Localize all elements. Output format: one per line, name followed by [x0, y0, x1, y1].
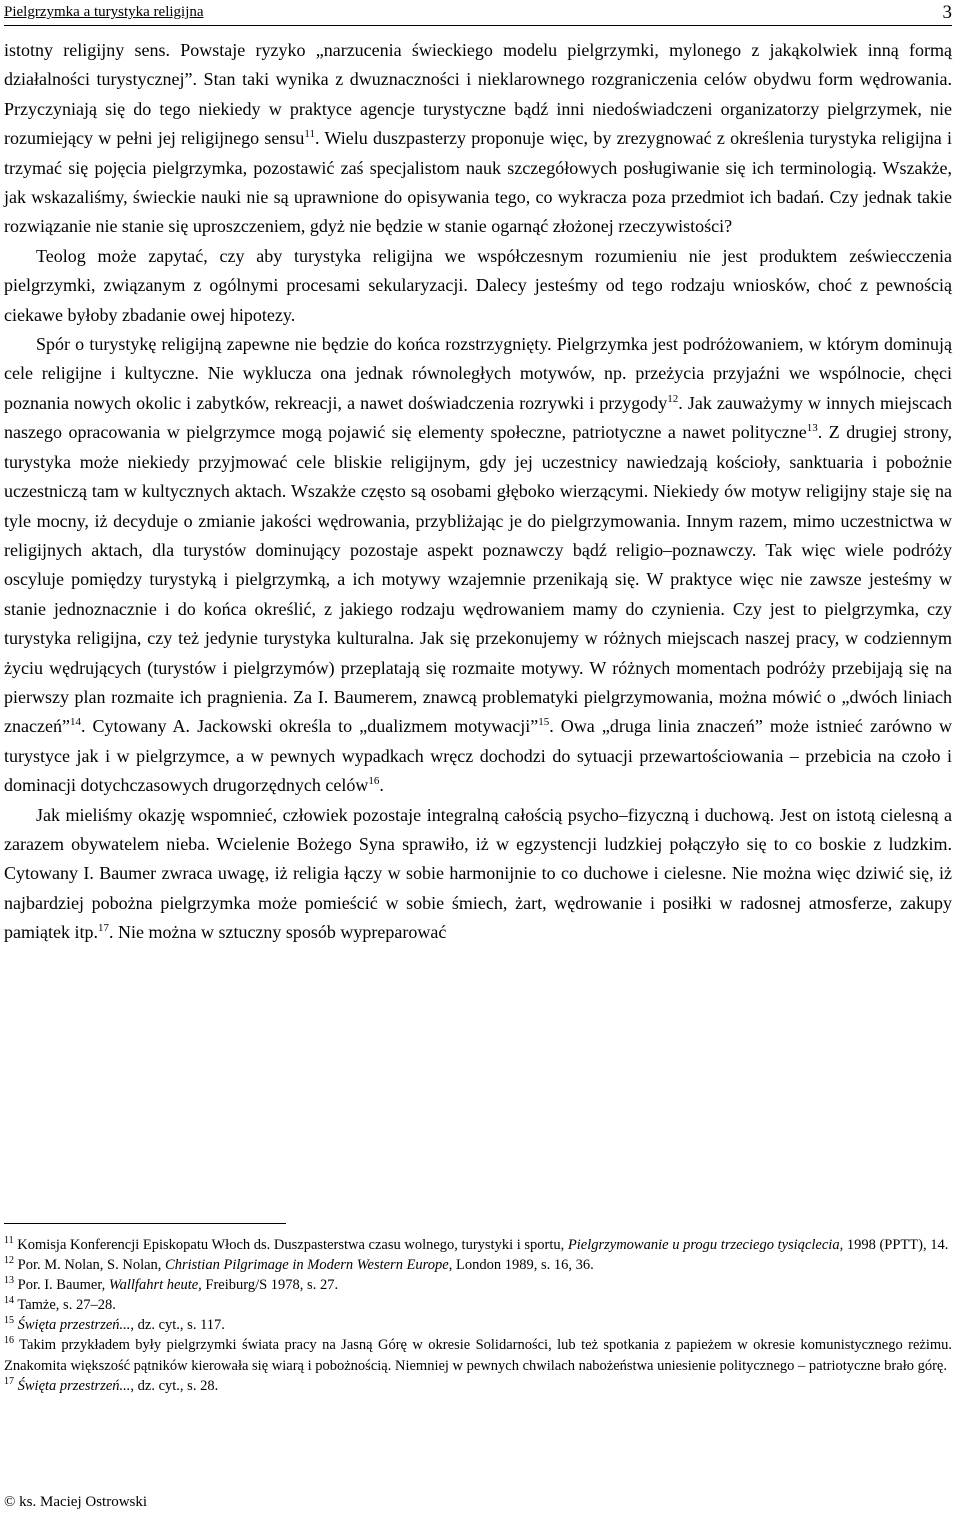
paragraph-text: Teolog może zapytać, czy aby turystyka religijna we współczesnym rozumieniu nie jest produktem zeświecczenia pielgrzymki, związanym z ogólnymi procesami sekularyzacji. Dalecy jesteśmy od tego rodzaju wniosków, choć z pewnością ciekawe byłoby zbadanie owej hipotezy.	[4, 245, 952, 325]
footnote-text: , dz. cyt., s. 117.	[130, 1317, 225, 1334]
body-paragraph	[4, 801, 952, 948]
footnote-italic-text: Święta przestrzeń...	[17, 1317, 131, 1334]
body-text	[4, 36, 952, 948]
page-number: 3	[942, 2, 952, 23]
footnote-ref: 13	[806, 422, 818, 435]
footnote-ref: 14	[69, 716, 81, 729]
footnote-ref: 15	[538, 716, 550, 729]
running-header	[4, 2, 952, 24]
footnote-17	[4, 1376, 952, 1396]
footnote-number: 17	[4, 1375, 14, 1387]
footnote-14	[4, 1295, 952, 1315]
footnote-number: 12	[4, 1255, 14, 1267]
footnote-text: Por. I. Baumer,	[17, 1277, 109, 1294]
paragraph-text: .	[379, 775, 384, 796]
footnote-11	[4, 1235, 952, 1255]
header-divider	[4, 25, 952, 26]
paragraph-text: Spór o turystykę religijną zapewne nie będzie do końca rozstrzygnięty. Pielgrzymka jest podróżowaniem, w którym dominują cele religijne i kultyczne. Nie wyklucza ona jednak równoległych motywów, np. przeżycia przyjaźni we wspólnocie, chęci poznania nowych okolic i zabytków, rekreacji, a nawet doświadczenia rozrywki i przygody	[4, 334, 952, 413]
footnote-text: Takim przykładem były pielgrzymki świata pracy na Jasną Górę w okresie Solidarności, lub też spotkania z papieżem w okresie komunistycznego reżimu. Znakomita większość pątników kierowała się wiarą i pobożnością. Niemniej w pewnych chwilach nabożeństwa uniesienie politycznego – patriotyczne brało górę.	[4, 1337, 952, 1374]
body-paragraph	[4, 330, 952, 801]
footnote-number: 13	[4, 1275, 14, 1287]
footnote-ref: 11	[304, 128, 315, 141]
paragraph-text: istotny religijny sens. Powstaje ryzyko „narzucenia świeckiego modelu pielgrzymki, mylonego z jakąkolwiek inną formą działalności turystycznej”. Stan taki wynika z dwuznaczności i nieklarownego rozgraniczenia celów obydwu form wędrowania. Przyczyniają się do tego niekiedy w praktyce agencje turystyczne bądź inni niedoświadczeni organizatorzy pielgrzymek, nie rozumiejący w pełni jej religijnego sensu	[4, 40, 952, 149]
footnote-text: , 1998 (PPTT), 14.	[839, 1237, 949, 1253]
footnote-text: Komisja Konferencji Episkopatu Włoch ds. Duszpasterstwa czasu wolnego, turystyki i sportu,	[17, 1237, 568, 1253]
footnote-italic-text: Święta przestrzeń...	[17, 1377, 131, 1394]
paragraph-text: . Jak zauważymy w innych miejscach naszego opracowania w pielgrzymce mogą pojawić się elementy społeczne, patriotyczne a nawet polityczne	[4, 392, 952, 443]
footnote-text: , dz. cyt., s. 28.	[130, 1377, 219, 1394]
footnote-text: Freiburg/S 1978, s. 27.	[201, 1277, 339, 1294]
running-title: Pielgrzymka a turystyka religijna	[4, 4, 204, 20]
paragraph-text: . Z drugiej strony, turystyka może niekiedy przyjmować cele bliskie religijnym, gdy jej uczestnicy nawiedzają kościoły, sanktuaria i pobożnie uczestniczą tam w kultycznych aktach. Wszakże często są osobami głęboko wierzącymi. Niekiedy ów motyw religijny staje się na tyle mocny, iż decyduje o zmianie jakości wędrowania, przybliżając je do pielgrzymowania. Innym razem, mimo uczestnictwa w religijnych aktach, dla turystów dominujący pozostaje aspekt poznawczy bądź religio–poznawczy. Tak więc wiele podróży oscyluje pomiędzy turystyką i pielgrzymką, a ich motywy wzajemnie przenikają się. W praktyce więc nie zawsze jesteśmy w stanie jednoznacznie i do końca określić, z jakiego rodzaju wędrowaniem mamy do czynienia. Czy jest to pielgrzymka, czy turystyka religijna, czy też jedynie turystyka kulturalna. Jak się przekonujemy w różnych miejscach naszej pracy, w codziennym życiu wędrujących (turystów i pielgrzymów) przeplatają się rozmaite motywy. W różnych momentach podróży przebijają się na pierwszy plan rozmaite ich pragnienia. Za I. Baumerem, znawcą problematyki pielgrzymowania, można mówić o „dwóch liniach znaczeń”	[4, 422, 952, 737]
footnotes	[4, 1235, 952, 1396]
footnote-ref: 17	[97, 922, 109, 935]
body-paragraph	[4, 242, 952, 330]
footnote-text: , London 1989, s. 16, 36.	[448, 1257, 594, 1274]
footnote-15	[4, 1315, 952, 1335]
footnote-12	[4, 1255, 952, 1275]
paragraph-text: Jak mieliśmy okazję wspomnieć, człowiek pozostaje integralną całością psycho–fizyczną i duchową. Jest on istotą cielesną a zarazem obywatelem nieba. Wcielenie Bożego Syna sprawiło, iż w egzystencji ludzkiej połączyło się to co boskie z ludzkim. Cytowany I. Baumer zwraca uwagę, iż religia łączy w sobie harmonijnie to co duchowe i cielesne. Nie można więc dziwić się, iż najbardziej pobożna pielgrzymka może pomieścić w sobie śmiech, żart, wędrowanie i posiłki w radosnej atmosferze, zakupy pamiątek itp.	[4, 804, 952, 943]
paragraph-text: . Cytowany A. Jackowski określa to „dualizmem motywacji”	[80, 716, 539, 737]
paragraph-text: . Owa „druga linia znaczeń” może istnieć zarówno w turystyce jak i w pielgrzymce, a w pewnych wypadkach wręcz dochodzi do sytuacji przewartościowania – przebicia na czoło i dominacji dotychczasowych drugorzędnych celów	[4, 716, 953, 796]
footnote-italic-text: Wallfahrt heute,	[108, 1277, 202, 1294]
footnote-number: 15	[4, 1315, 14, 1327]
footnote-ref: 16	[368, 775, 380, 788]
footnote-text: Tamże, s. 27–28.	[17, 1297, 116, 1314]
footnote-13	[4, 1275, 952, 1295]
footnote-italic-text: Pielgrzymowanie u progu trzeciego tysiąclecia	[567, 1237, 840, 1253]
footnote-ref: 12	[667, 392, 679, 405]
paragraph-text: . Wielu duszpasterzy proponuje więc, by zrezygnować z określenia turystyka religijna i trzymać się pojęcia pielgrzymka, pozostawić zaś specjalistom nauk szczegółowych posługiwanie się ich terminologią. Wszakże, jak wskazaliśmy, świeckie nauki nie są uprawnione do opisywania tego, co wykracza poza przedmiot ich badań. Czy jednak takie rozwiązanie nie stanie się uproszczeniem, gdyż nie będzie w stanie ogarnąć złożonej rzeczywistości?	[4, 128, 952, 237]
footnote-number: 11	[4, 1235, 14, 1246]
body-paragraph	[4, 36, 952, 242]
footnote-16	[4, 1335, 952, 1375]
footnote-italic-text: Christian Pilgrimage in Modern Western Europe	[165, 1257, 449, 1274]
footnote-number: 16	[4, 1335, 14, 1347]
footnote-divider	[4, 1223, 286, 1224]
footnote-number: 14	[4, 1295, 14, 1307]
paragraph-text: . Nie można w sztuczny sposób wypreparować	[108, 922, 447, 943]
footnote-text: Por. M. Nolan, S. Nolan,	[17, 1257, 166, 1274]
footer-copyright: © ks. Maciej Ostrowski	[4, 1494, 148, 1510]
